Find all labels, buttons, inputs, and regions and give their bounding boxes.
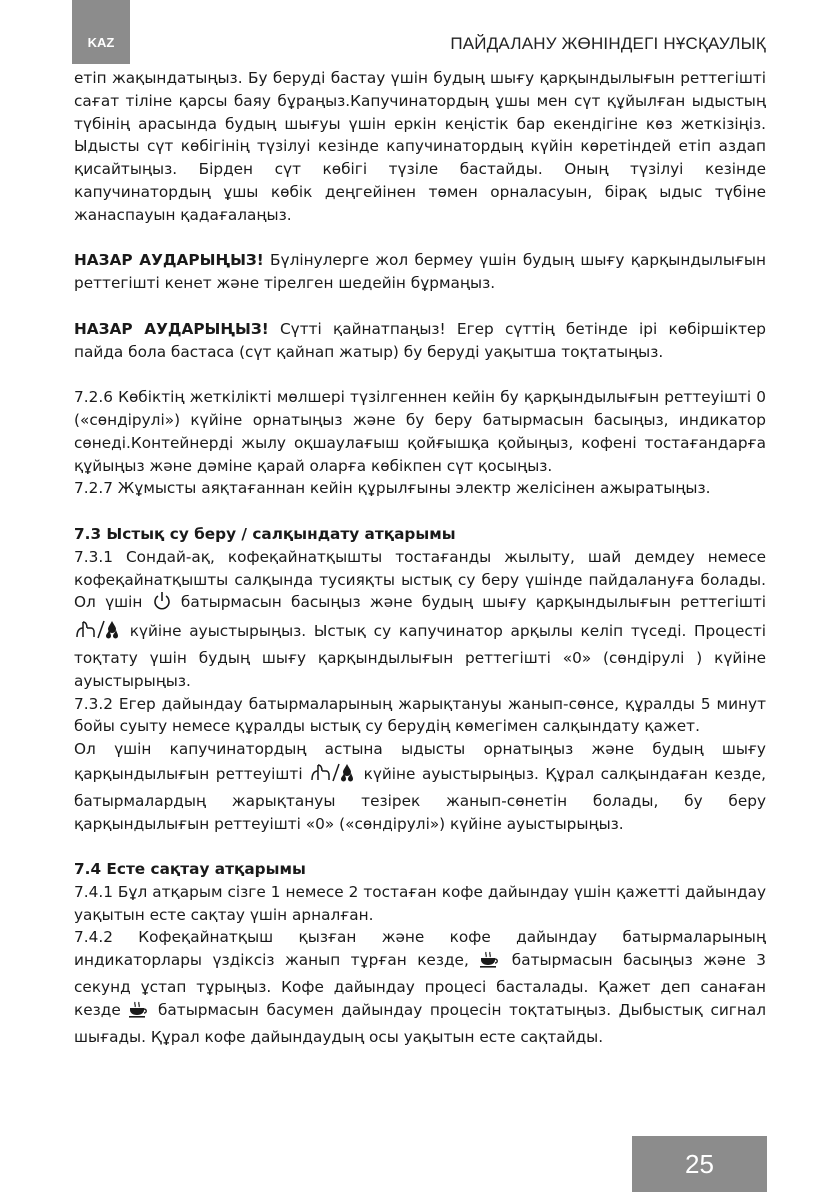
warning-1 bbox=[74, 249, 766, 295]
warning-2-text: Сүтті қайнатпаңыз! Егер сүттің бетінде ірі көбіршіктер пайда бола бастаса (сүт қайнап жатыр) бу беруді уақытша тоқтатыңыз. bbox=[74, 319, 767, 361]
page-content bbox=[74, 67, 766, 1048]
language-badge bbox=[72, 0, 130, 64]
warning-label: НАЗАР АУДАРЫҢЫЗ! bbox=[74, 319, 269, 338]
section-heading-7-3: 7.3 Ыстық су беру / салқындату атқарымы bbox=[74, 524, 456, 543]
page-number-box bbox=[632, 1136, 767, 1192]
paragraph-7-4-1: 7.4.1 Бұл атқарым сізге 1 немесе 2 тостаған кофе дайындау үшін қажетті дайындау уақытын есте сақтау үшін арналған. bbox=[74, 882, 766, 924]
paragraph-7-3-2: 7.3.2 Егер дайындау батырмаларының жарықтануы жанып-сөнсе, құралды 5 минут бойы суыту немесе құралды ыстық су берудің көмегімен салқындату қажет. bbox=[74, 694, 766, 736]
paragraph-7-2-7: 7.2.7 Жұмысты аяқтағаннан кейін құрылғыны электр желісінен ажыратыңыз. bbox=[74, 479, 711, 498]
coffee-cup-icon bbox=[128, 1001, 150, 1026]
coffee-cup-icon bbox=[479, 951, 501, 976]
paragraph-7-3-1: 7.3.1 Сондай-ақ, кофеқайнатқышты тостағанды жылыту, шай демдеу немесе кофеқайнатқышты салқында тусияқты ыстық су беру үшінде пайдалануға болады. Ол үшін батырмасын басыңыз және будың шығу қарқындылығын реттегішті күйіне ауыстырыңыз. Ыстық су капучинатор арқылы келіп түседі. Процесті тоқтату үшін будың шығу қарқындылығын реттегішті «0» (сөндірулі ) күйіне ауыстырыңыз. bbox=[74, 547, 767, 690]
page-number: 25 bbox=[685, 1148, 714, 1179]
section-heading-7-4: 7.4 Есте сақтау атқарымы bbox=[74, 860, 306, 879]
paragraph-7-3-2-cont: Ол үшін капучинатордың астына ыдысты орнатыңыз және будың шығу қарқындылығын реттеуішті күйіне ауыстырыңыз. Құрал салқындаған кезде, батырмалардың жарықтануы тезірек жанып-сөнетін болады, бу беру қарқындылығын реттеуішті «0» («сөндірулі») күйіне ауыстырыңыз. bbox=[74, 740, 766, 833]
power-icon bbox=[152, 591, 172, 618]
paragraph-7-2-6: 7.2.6 Көбіктің жеткілікті мөлшері түзілгеннен кейін бу қарқындылығын реттеуішті 0 («сөндірулі») күйіне орнатыңыз және бу беру батырмасын басыңыз, индикатор сөнеді.Контейнерді жылу оқшаулағыш қойғышқа қойыңыз, кофені тостағандарға құйыңыз және дәміне қарай оларға көбікпен сүт қосыңыз. bbox=[74, 388, 766, 475]
steam-water-icon bbox=[74, 618, 122, 647]
paragraph-7-4-2: 7.4.2 Кофеқайнатқыш қызған және кофе дайындау батырмаларының индикаторлары үздіксіз жанып тұрған кезде, батырмасын басыңыз және 3 секунд ұстап тұрыңыз. Кофе дайындау процесі басталады. Қажет деп санаған кезде батырмасын басумен дайындау процесін тоқтатыңыз. Дыбыстық сигнал шығады. Құрал кофе дайындаудың осы уақытын есте сақтайды. bbox=[74, 928, 766, 1046]
header-title: ПАЙДАЛАНУ ЖӨНІНДЕГІ НҰСҚАУЛЫҚ bbox=[450, 34, 766, 53]
language-code: KAZ bbox=[87, 35, 115, 50]
warning-2 bbox=[74, 318, 766, 364]
steam-water-icon bbox=[309, 761, 357, 790]
paragraph-intro: етіп жақындатыңыз. Бу беруді бастау үшін будың шығу қарқындылығын реттегішті сағат тіліне қарсы баяу бұраңыз.Капучинатордың ұшы мен сүт құйылған ыдыстың түбінің арасында будың шығуы үшін еркін кеңістік бар екендігіне көз жеткізіңіз. Ыдысты сүт көбігінің түзілуі кезінде капучинатордың күйін көретіндей етіп аздап қисайтыңыз. Бірден сүт көбігі түзіле бастайды. Оның түзілуі кезінде капучинатордың ұшы көбік деңгейінен төмен орналасуын, бірақ ыдыс түбіне жанаспауын қадағалаңыз. bbox=[74, 69, 766, 224]
warning-1-text: Бүлінулерге жол бермеу үшін будың шығу қарқындылығын реттегішті кенет және тірелген шедейін бұрмаңыз. bbox=[74, 251, 767, 293]
warning-label: НАЗАР АУДАРЫҢЫЗ! bbox=[74, 251, 264, 270]
